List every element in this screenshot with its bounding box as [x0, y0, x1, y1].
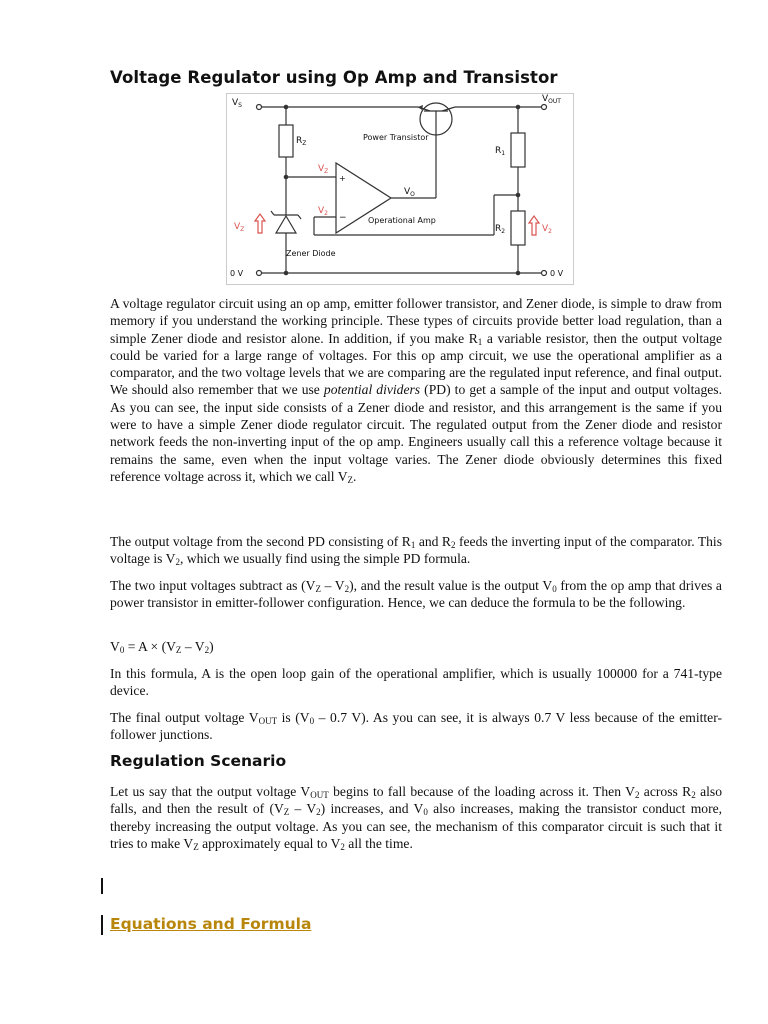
label-vo-sub: O	[410, 191, 415, 198]
label-v2-right: V	[542, 224, 549, 234]
paragraph-final-output: The final output voltage $V_{OUT}$ is ($V_0 - 0.7$ V). As you can see, it is always 0.7 V less because of the emitter-follower junctions.	[110, 710, 722, 743]
label-vout: V	[542, 94, 549, 104]
paragraph-subtract: The two input voltages subtract as $(V_Z - V_2)$, and the result value is the output $V_0$ from the op amp that drives a power transistor in emitter-follower configuration. Hence, we can deduce the formula to be the following.	[110, 578, 722, 611]
label-r2-sub: 2	[501, 228, 506, 235]
label-vs-sub: S	[238, 102, 242, 109]
label-vz-input: V	[318, 164, 325, 174]
label-vs: V	[232, 98, 239, 108]
label-power-transistor: Power Transistor	[363, 133, 429, 142]
label-zener-diode: Zener Diode	[286, 249, 336, 258]
label-v2-right-sub: 2	[548, 228, 552, 235]
label-r1: R	[495, 146, 502, 156]
paragraph-open-loop-gain: In this formula, A is the open loop gain of the operational amplifier, which is usually 100000 for a 741-type device.	[110, 666, 722, 699]
label-rz: R	[296, 136, 303, 146]
label-v2-input: V	[318, 206, 325, 216]
label-rz-sub: Z	[302, 140, 307, 147]
label-0v-left: 0 V	[230, 269, 244, 278]
section-heading: Regulation Scenario	[110, 752, 287, 770]
label-v2-input-sub: 2	[324, 210, 328, 217]
paragraph-regulation-scenario: Let us say that the output voltage $V_{OUT}$ begins to fall because of the loading across it. Then $V_2$ across $R_2$ also falls, and then the result of $(V_Z - V_2)$ increases, and $V_0$ also increases, making the transistor conduct more, thereby increasing the output voltage. As you can see, the mechanism of this comparator circuit is such that it tries to make $V_Z$ approximately equal to $V_2$ all the time.	[110, 784, 723, 852]
label-r1-sub: 1	[501, 150, 506, 157]
label-vz-input-sub: Z	[324, 168, 329, 175]
paragraph-second-pd: The output voltage from the second PD consisting of $R_1$ and $R_2$ feeds the inverting input of the comparator. This voltage is $V_2$, which we usually find using the simple PD formula.	[110, 534, 722, 568]
label-vo: V	[404, 187, 411, 197]
label-vz-left-sub: Z	[240, 226, 245, 233]
label-op-amp: Operational Amp	[368, 216, 436, 225]
formula-line: $V_0 = A \times (V_Z - V_2)$	[110, 639, 214, 655]
text-cursor-link	[101, 915, 103, 935]
paragraph-intro: A voltage regulator circuit using an op amp, emitter follower transistor, and Zener diode, is simple to draw from memory if you understand the working principle. These types of circuits provide better load regulation, than a simple Zener diode and resistor alone. In addition, if you make $R_1$ a variable resistor, then the output voltage could be varied for a large range of voltages. For this op amp circuit, we use the operational amplifier as a comparator, and the two voltage levels that we are comparing are the regulated input reference, and final output. We should also remember that we use potential dividers (PD) to get a sample of the input and output voltages. As you can see, the input side consists of a Zener diode and resistor, and this arrangement is the same if you were to have a simple Zener diode regulator circuit. The regulated output from the Zener diode and resistor network feeds the non-inverting input of the op amp. Engineers usually call this a reference voltage because it remains the same, even when the input voltage varies. The Zener diode obviously determines this fixed reference voltage across it, which we call $V_Z$.	[110, 296, 723, 485]
label-minus: −	[339, 213, 347, 223]
page-title: Voltage Regulator using Op Amp and Transistor	[110, 68, 558, 87]
label-plus: +	[339, 174, 346, 183]
label-vout-sub: OUT	[548, 98, 561, 105]
label-vz-left: V	[234, 222, 241, 232]
circuit-diagram	[226, 93, 574, 285]
label-r2: R	[495, 224, 502, 234]
text-cursor	[101, 878, 103, 894]
label-0v-right: 0 V	[550, 269, 564, 278]
equations-and-formula-link[interactable]: Equations and Formula	[110, 915, 312, 933]
